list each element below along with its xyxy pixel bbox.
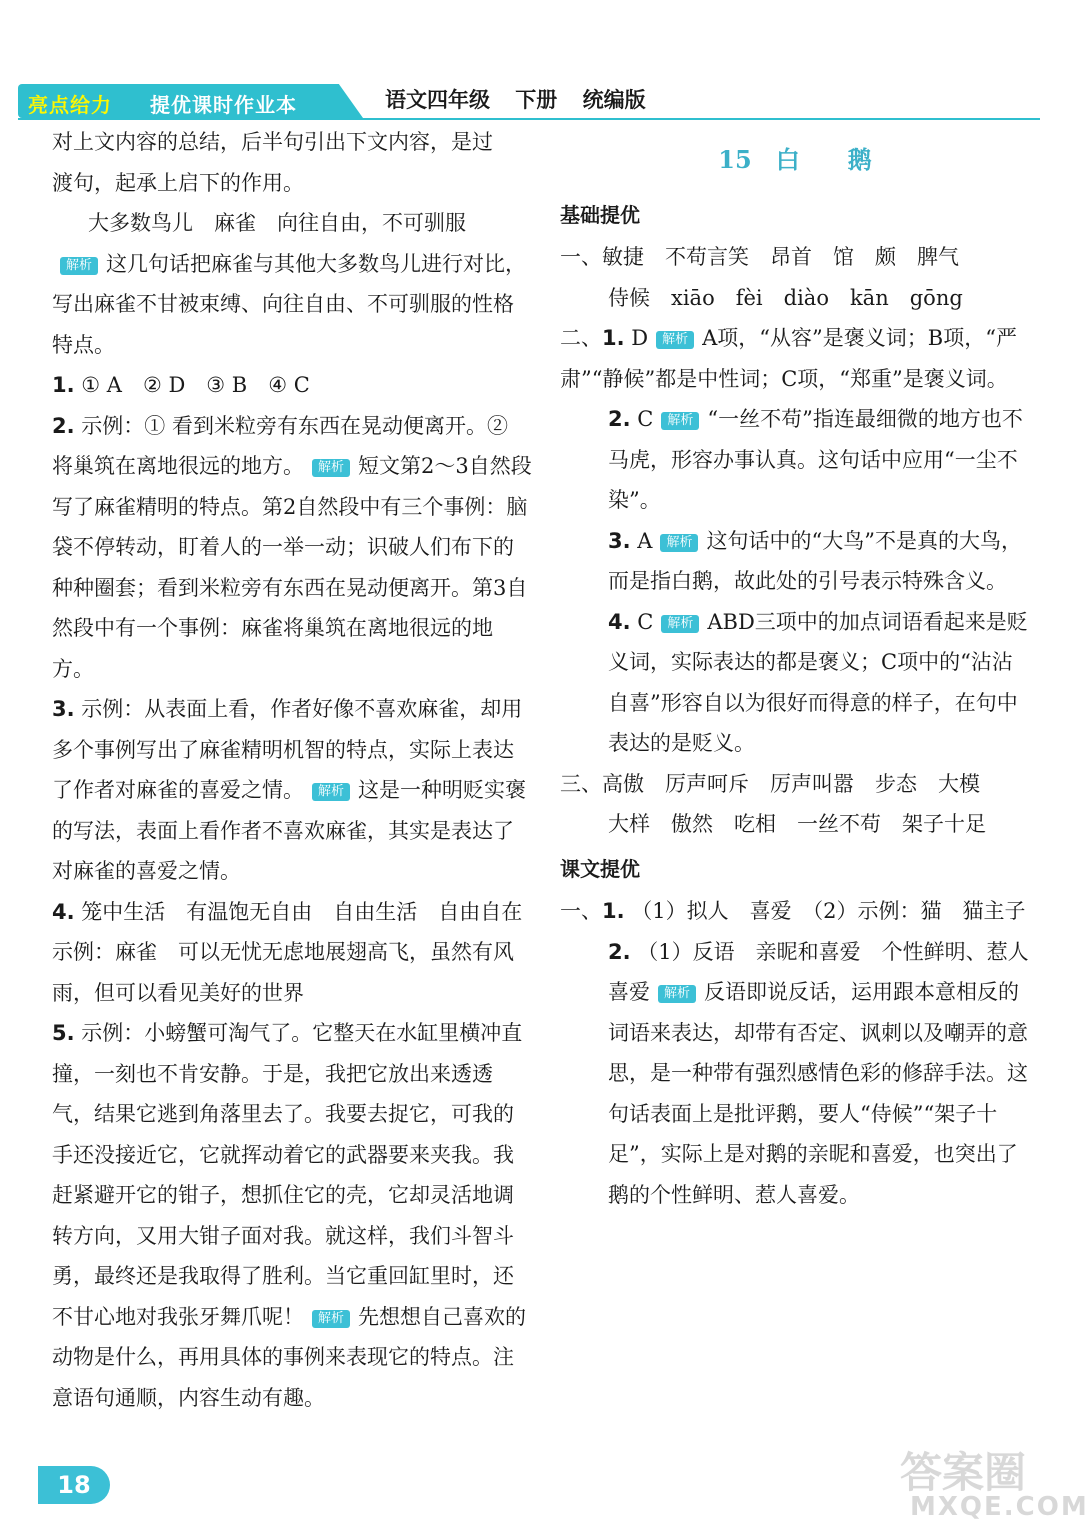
analysis-tag: 解析 xyxy=(661,412,699,430)
question-3 xyxy=(52,689,532,892)
basic-part-3-line-2: 大样 傲然 吃相 一丝不苟 架子十足 xyxy=(608,812,986,836)
question-answer: A xyxy=(637,528,653,553)
question-number: 1. xyxy=(602,899,625,923)
question-answer: D xyxy=(631,326,649,350)
question-answer: 示例：小螃蟹可淘气了。它整天在水缸里横冲直撞，一刻也不肯安静。于是，我把它放出来透透气，结果它逃到角落里去了。我要去捉它，可我的手还没接近它，它就挥动着它的武器要来夹我。我赶紧避开它的钳子，想抓住它的壳，它却灵活地调转方向，又用大钳子面对我。就这样，我们斗智斗勇，最终还是我取得了胜利。当它重回缸里时，还不甘心地对我张牙舞爪呢！ xyxy=(52,1021,523,1329)
question-answer: （1）拟人 喜爱 （2）示例：猫 猫主子 xyxy=(631,899,1026,923)
part-answer: 高傲 厉声呵斥 厉声叫嚣 步态 大模 xyxy=(602,771,980,796)
question-answer: 笼中生活 有温饱无自由 自由生活 自由自在 示例：麻雀 可以无忧无虑地展翅高飞，虽然有风雨，但可以看见美好的世界 xyxy=(52,899,544,1005)
question-number: 4. xyxy=(52,899,75,924)
text-part-1-q1 xyxy=(560,891,1030,932)
analysis-tag: 解析 xyxy=(312,783,350,801)
header-book-info: 语文四年级 下册 统编版 xyxy=(385,88,646,112)
question-number: 4. xyxy=(608,609,631,634)
header-divider xyxy=(18,118,1040,120)
part-label: 一、 xyxy=(560,899,602,923)
question-number: 2. xyxy=(608,939,631,964)
analysis-tag: 解析 xyxy=(60,257,98,275)
basic-part-1 xyxy=(560,237,1030,278)
analysis-text: A项，“从容”是褒义词；B项，“严肃”“静候”都是中性词；C项，“郑重”是褒义词。 xyxy=(560,326,1017,391)
analysis-text: 短文第2～3自然段写了麻雀精明的特点。第2自然段中有三个事例：脑袋不停转动，盯着人的一举一动；识破人们布下的种种圈套；看到米粒旁有东西在晃动便离开。第3自然段中有一个事例：麻雀将巢筑在离地很远的地方。 xyxy=(52,454,532,681)
basic-part-3 xyxy=(560,764,1030,805)
question-number: 1. xyxy=(602,326,625,350)
analysis-text: 这几句话把麻雀与其他大多数鸟儿进行对比，写出麻雀不甘被束缚、向往自由、不可驯服的性格特点。 xyxy=(52,251,527,357)
analysis-tag: 解析 xyxy=(658,985,696,1003)
lesson-title: 15 白 鹅 xyxy=(718,145,872,174)
part-label: 三、 xyxy=(560,771,602,796)
part-answer: 敏捷 不苟言笑 昂首 馆 颇 脾气 xyxy=(602,245,959,269)
watermark-text: 答案圈 xyxy=(900,1448,1027,1497)
basic-part-2-q2 xyxy=(560,399,1030,521)
right-column xyxy=(560,140,1030,1215)
page-number: 18 xyxy=(38,1466,110,1504)
question-answer: C xyxy=(637,407,654,431)
question-number: 3. xyxy=(52,697,75,721)
analysis-text: “一丝不苟”指连最细微的地方也不马虎，形容办事认真。这句话中应用“一尘不染”。 xyxy=(608,407,1023,512)
analysis-tag: 解析 xyxy=(312,1310,350,1328)
question-number: 2. xyxy=(608,407,631,431)
question-1 xyxy=(52,365,532,406)
question-2 xyxy=(52,406,532,690)
question-number: 3. xyxy=(608,528,631,553)
watermark-logo xyxy=(900,1440,1089,1530)
analysis-tag: 解析 xyxy=(661,615,699,633)
analysis-text: 先想想自己喜欢的动物是什么，再用具体的事例来表现它的特点。注意语句通顺，内容生动有趣。 xyxy=(52,1304,527,1410)
part-label: 一、 xyxy=(560,245,602,269)
left-column xyxy=(52,122,544,1418)
question-answer: （1）反语 亲昵和喜爱 个性鲜明、惹人喜爱 xyxy=(608,939,1029,1004)
question-answer: C xyxy=(637,609,654,634)
header-subtitle: 提优课时作业本 xyxy=(150,93,297,117)
question-answer: ① A ② D ③ B ④ C xyxy=(81,373,310,397)
page-header xyxy=(0,76,1058,120)
analysis-paragraph-1 xyxy=(52,244,532,366)
question-5 xyxy=(52,1013,532,1418)
part-label: 二、 xyxy=(560,326,602,350)
analysis-text: ABD三项中的加点词语看起来是贬义词，实际表达的都是褒义；C项中的“沾沾自喜”形容自以为很好而得意的样子，在句中表达的是贬义。 xyxy=(608,609,1028,755)
analysis-text: 反语即说反话，运用跟本意相反的词语来表达，却带有否定、讽刺以及嘲弄的意思，是一种带有强烈感情色彩的修辞手法。这句话表面上是批评鹅，要人“侍候”“架子十足”，实际上是对鹅的亲昵和喜爱，也突出了鹅的个性鲜明、惹人喜爱。 xyxy=(608,980,1028,1207)
left-line-1: 对上文内容的总结，后半句引出下文内容，是过 xyxy=(52,130,493,154)
text-part-1-q2 xyxy=(560,932,1030,1216)
analysis-tag: 解析 xyxy=(312,459,350,477)
question-4 xyxy=(52,892,544,1014)
analysis-tag: 解析 xyxy=(656,331,694,349)
basic-part-2-q1 xyxy=(560,318,1030,399)
watermark-url: MXQE.COM xyxy=(910,1492,1089,1522)
section-heading-text: 课文提优 xyxy=(560,856,640,881)
question-number: 5. xyxy=(52,1021,75,1045)
question-answer: 示例：① 看到米粒旁有东西在晃动便离开。 xyxy=(81,413,487,438)
basic-part-2-q3 xyxy=(560,521,1030,602)
section-heading-basic: 基础提优 xyxy=(560,202,640,227)
question-answer: 示例：从表面上看，作者好像不喜欢麻雀，却用多个事例写出了麻雀精明机智的特点，实际上表达了作者对麻雀的喜爱之情。 xyxy=(52,697,523,802)
basic-part-2-q4 xyxy=(560,602,1030,764)
analysis-text: 这是一种明贬实褒的写法，表面上看作者不喜欢麻雀，其实是表达了对麻雀的喜爱之情。 xyxy=(52,778,527,883)
analysis-tag: 解析 xyxy=(660,534,698,552)
answer-line: 大多数鸟儿 麻雀 向往自由，不可驯服 xyxy=(88,211,466,235)
header-brand: 亮点给力 xyxy=(28,93,112,117)
analysis-text: 这句话中的“大鸟”不是真的大鸟，而是指白鹅，故此处的引号表示特殊含义。 xyxy=(608,528,1022,593)
question-number: 2. xyxy=(52,413,75,438)
basic-part-1-line-2: 侍候 xiāo fèi diào kān gōng xyxy=(608,285,963,310)
left-line-2: 渡句，起承上启下的作用。 xyxy=(52,170,304,195)
question-number: 1. xyxy=(52,373,75,397)
question-answer: ② 将巢筑在离地很远的地方。 xyxy=(52,413,508,478)
